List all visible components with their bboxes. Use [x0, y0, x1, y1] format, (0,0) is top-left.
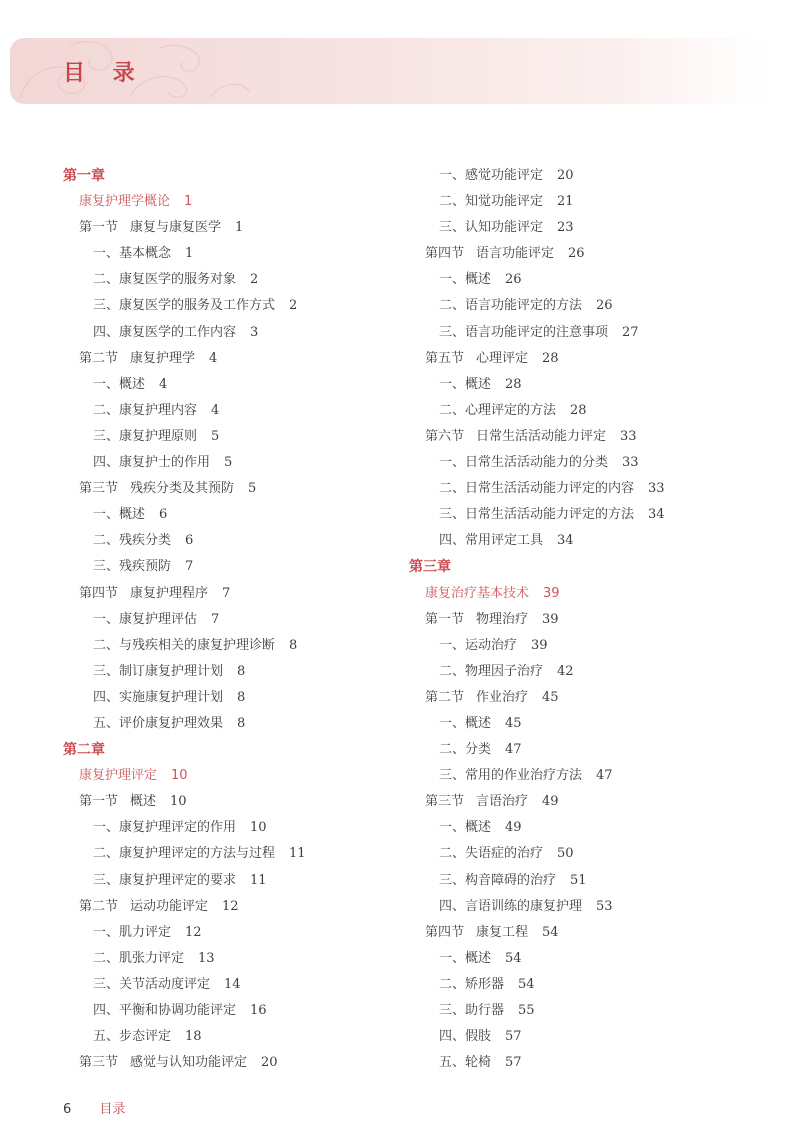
item-title: 一、基本概念 — [93, 246, 172, 262]
toc-section[interactable] — [409, 241, 789, 267]
page-number: 16 — [250, 1003, 267, 1018]
page-number: 27 — [622, 324, 639, 340]
toc-section[interactable] — [409, 920, 789, 946]
item-title: 二、矫形器 — [439, 976, 505, 992]
page-number: 2 — [289, 298, 298, 314]
item-title: 三、残疾预防 — [93, 559, 172, 575]
toc-chapter[interactable] — [409, 554, 789, 580]
page-number: 47 — [596, 768, 613, 784]
page-number: 1 — [185, 246, 194, 262]
page-number: 7 — [185, 559, 194, 575]
page-number: 7 — [222, 585, 231, 601]
page-number: 50 — [557, 846, 574, 862]
page-number: 21 — [557, 194, 574, 210]
toc-item[interactable] — [63, 633, 393, 659]
part-title: 康复护理学概论 — [79, 194, 171, 210]
section-number: 第二节 — [79, 350, 119, 366]
section-title: 作业治疗 — [476, 689, 529, 705]
toc-item[interactable] — [409, 946, 789, 972]
section-title: 言语治疗 — [476, 794, 529, 810]
toc-part[interactable] — [409, 581, 789, 607]
item-title: 三、康复护理评定的要求 — [93, 872, 237, 888]
toc-item[interactable] — [63, 267, 393, 293]
toc-part[interactable] — [63, 763, 393, 789]
page-number: 4 — [209, 350, 218, 366]
page-number: 53 — [596, 898, 613, 914]
page-number: 14 — [224, 976, 241, 992]
page-number: 28 — [505, 376, 522, 392]
section-number: 第二节 — [425, 689, 465, 705]
section-number: 第二节 — [79, 898, 119, 914]
toc-item[interactable] — [63, 320, 393, 346]
toc-left-column — [63, 163, 393, 1076]
page-number: 33 — [622, 455, 639, 471]
toc-item[interactable] — [409, 815, 789, 841]
page-number: 8 — [289, 637, 298, 653]
item-title: 三、语言功能评定的注意事项 — [439, 324, 609, 340]
toc-item[interactable] — [409, 372, 789, 398]
toc-item[interactable] — [409, 267, 789, 293]
section-number: 第五节 — [425, 350, 465, 366]
item-title: 一、感觉功能评定 — [439, 168, 544, 183]
item-title: 三、常用的作业治疗方法 — [439, 768, 583, 784]
item-title: 四、常用评定工具 — [439, 533, 544, 549]
page-number: 34 — [648, 507, 665, 523]
toc-item[interactable] — [409, 502, 789, 528]
item-title: 一、康复护理评定的作用 — [93, 820, 237, 836]
page-number: 26 — [596, 298, 613, 314]
toc-item[interactable] — [409, 320, 789, 346]
section-title: 概述 — [130, 794, 157, 810]
toc-item[interactable] — [63, 293, 393, 319]
toc-section[interactable] — [63, 581, 393, 607]
footer-page-number: 6 — [63, 1102, 72, 1117]
toc-item[interactable] — [409, 972, 789, 998]
page-number: 54 — [518, 976, 535, 992]
toc-section[interactable] — [409, 424, 789, 450]
toc-item[interactable] — [63, 841, 393, 867]
item-title: 二、分类 — [439, 742, 492, 758]
toc-section[interactable] — [63, 476, 393, 502]
page-number: 34 — [557, 533, 574, 549]
page-number: 49 — [505, 820, 522, 836]
page-number: 18 — [185, 1029, 202, 1045]
page-number: 10 — [250, 820, 267, 836]
page-number: 54 — [505, 950, 522, 966]
item-title: 五、轮椅 — [439, 1055, 492, 1071]
toc-item[interactable] — [409, 1050, 789, 1076]
page-number: 57 — [505, 1029, 522, 1045]
toc-item[interactable] — [409, 293, 789, 319]
section-title: 日常生活活动能力评定 — [476, 428, 607, 444]
section-number: 第一节 — [425, 611, 465, 627]
page-number: 23 — [557, 220, 574, 236]
toc-item[interactable] — [409, 894, 789, 920]
toc-item[interactable] — [409, 737, 789, 763]
page-number: 8 — [237, 663, 246, 679]
toc-item[interactable] — [63, 1024, 393, 1050]
toc-item[interactable] — [63, 920, 393, 946]
toc-item[interactable] — [63, 659, 393, 685]
page-number: 12 — [222, 898, 239, 914]
item-title: 一、概述 — [93, 376, 146, 392]
section-title: 康复工程 — [476, 924, 529, 940]
section-title: 物理治疗 — [476, 611, 529, 627]
section-title: 感觉与认知功能评定 — [130, 1055, 248, 1071]
page-number: 39 — [542, 611, 559, 627]
page-number: 1 — [184, 194, 193, 210]
toc-item[interactable] — [409, 163, 789, 189]
page-number: 6 — [185, 533, 194, 549]
section-number: 第三节 — [79, 481, 119, 497]
item-title: 二、康复医学的服务对象 — [93, 272, 237, 288]
section-title: 语言功能评定 — [476, 246, 555, 262]
toc-item[interactable] — [63, 502, 393, 528]
section-number: 第四节 — [79, 585, 119, 601]
item-title: 一、概述 — [439, 715, 492, 731]
page-number: 11 — [250, 872, 267, 888]
part-title: 康复护理评定 — [79, 768, 158, 784]
item-title: 一、日常生活活动能力的分类 — [439, 455, 609, 471]
item-title: 二、心理评定的方法 — [439, 402, 557, 418]
toc-item[interactable] — [63, 398, 393, 424]
footer-label: 目录 — [99, 1102, 126, 1117]
toc-item[interactable] — [63, 424, 393, 450]
section-number: 第三节 — [79, 1055, 119, 1071]
chapter-title: 第二章 — [63, 742, 105, 759]
item-title: 二、肌张力评定 — [93, 950, 185, 966]
toc-item[interactable] — [63, 685, 393, 711]
toc-item[interactable] — [63, 711, 393, 737]
item-title: 一、运动治疗 — [439, 637, 518, 653]
item-title: 二、康复护理评定的方法与过程 — [93, 846, 276, 862]
item-title: 二、物理因子治疗 — [439, 663, 544, 679]
toc-item[interactable] — [409, 763, 789, 789]
page-number: 26 — [568, 246, 585, 262]
page-number: 4 — [211, 402, 220, 418]
section-title: 运动功能评定 — [130, 898, 209, 914]
item-title: 三、日常生活活动能力评定的方法 — [439, 507, 635, 523]
page-number: 57 — [505, 1055, 522, 1071]
toc-item[interactable] — [409, 711, 789, 737]
section-number: 第三节 — [425, 794, 465, 810]
item-title: 一、概述 — [439, 376, 492, 392]
toc-section[interactable] — [409, 685, 789, 711]
page-number: 55 — [518, 1003, 535, 1018]
page-number: 28 — [570, 402, 587, 418]
item-title: 四、康复医学的工作内容 — [93, 324, 237, 340]
item-title: 二、与残疾相关的康复护理诊断 — [93, 637, 276, 653]
item-title: 一、概述 — [93, 507, 146, 523]
page-number: 33 — [648, 481, 665, 497]
toc-section[interactable] — [409, 346, 789, 372]
item-title: 四、假肢 — [439, 1029, 492, 1045]
toc-item[interactable] — [409, 868, 789, 894]
item-title: 三、康复护理原则 — [93, 428, 198, 444]
item-title: 四、言语训练的康复护理 — [439, 898, 583, 914]
section-title: 残疾分类及其预防 — [130, 481, 235, 497]
section-number: 第六节 — [425, 428, 465, 444]
page-number: 7 — [211, 611, 220, 627]
toc-item[interactable] — [409, 998, 789, 1024]
toc-item[interactable] — [63, 946, 393, 972]
section-number: 第一节 — [79, 794, 119, 810]
item-title: 五、步态评定 — [93, 1029, 172, 1045]
section-title: 康复与康复医学 — [130, 220, 222, 236]
item-title: 三、关节活动度评定 — [93, 976, 211, 992]
page-number: 3 — [250, 324, 259, 340]
toc-section[interactable] — [63, 1050, 393, 1076]
item-title: 四、平衡和协调功能评定 — [93, 1003, 237, 1018]
page-number: 5 — [211, 428, 220, 444]
toc-chapter[interactable] — [63, 737, 393, 763]
page-title: 目 录 — [63, 61, 145, 86]
toc-item[interactable] — [409, 215, 789, 241]
page-number: 8 — [237, 689, 246, 705]
page-number: 8 — [237, 715, 246, 731]
toc-item[interactable] — [409, 1024, 789, 1050]
toc-item[interactable] — [63, 998, 393, 1024]
page-number: 10 — [170, 794, 187, 810]
item-title: 二、康复护理内容 — [93, 402, 198, 418]
toc-section[interactable] — [409, 607, 789, 633]
item-title: 一、概述 — [439, 820, 492, 836]
page-number: 39 — [531, 637, 548, 653]
page-number: 12 — [185, 924, 202, 940]
toc-item[interactable] — [63, 815, 393, 841]
item-title: 四、实施康复护理计划 — [93, 689, 224, 705]
section-title: 康复护理学 — [130, 350, 196, 366]
toc-item[interactable] — [63, 607, 393, 633]
item-title: 四、康复护士的作用 — [93, 455, 211, 471]
toc-item[interactable] — [63, 241, 393, 267]
chapter-title: 第三章 — [409, 559, 451, 576]
page-number: 2 — [250, 272, 259, 288]
toc-item[interactable] — [63, 868, 393, 894]
item-title: 一、概述 — [439, 272, 492, 288]
item-title: 一、概述 — [439, 950, 492, 966]
item-title: 二、失语症的治疗 — [439, 846, 544, 862]
toc-item[interactable] — [409, 659, 789, 685]
page-number: 1 — [235, 220, 244, 236]
toc-item[interactable] — [409, 450, 789, 476]
toc-item[interactable] — [409, 398, 789, 424]
page-number: 45 — [505, 715, 522, 731]
toc-part[interactable] — [63, 189, 393, 215]
page-number: 54 — [542, 924, 559, 940]
page-number: 51 — [570, 872, 587, 888]
item-title: 三、认知功能评定 — [439, 220, 544, 236]
toc-item[interactable] — [409, 633, 789, 659]
page-number: 33 — [620, 428, 637, 444]
item-title: 五、评价康复护理效果 — [93, 715, 224, 731]
item-title: 二、日常生活活动能力评定的内容 — [439, 481, 635, 497]
page-number: 4 — [159, 376, 168, 392]
toc-item[interactable] — [409, 189, 789, 215]
item-title: 三、构音障碍的治疗 — [439, 872, 557, 888]
page-number: 42 — [557, 663, 574, 679]
page-number: 45 — [542, 689, 559, 705]
page-number: 6 — [159, 507, 168, 523]
page-number: 20 — [261, 1055, 278, 1071]
toc-item[interactable] — [63, 528, 393, 554]
item-title: 二、知觉功能评定 — [439, 194, 544, 210]
toc-item[interactable] — [63, 972, 393, 998]
toc-chapter[interactable] — [63, 163, 393, 189]
toc-section[interactable] — [63, 346, 393, 372]
toc-item[interactable] — [63, 450, 393, 476]
section-number: 第一节 — [79, 220, 119, 236]
section-title: 心理评定 — [476, 350, 529, 366]
item-title: 一、康复护理评估 — [93, 611, 198, 627]
chapter-title: 第一章 — [63, 168, 105, 184]
item-title: 一、肌力评定 — [93, 924, 172, 940]
item-title: 三、制订康复护理计划 — [93, 663, 224, 679]
section-number: 第四节 — [425, 924, 465, 940]
toc-section[interactable] — [409, 789, 789, 815]
page-number: 5 — [248, 481, 257, 497]
toc-right-column — [409, 163, 789, 1076]
page-number: 47 — [505, 742, 522, 758]
toc-item[interactable] — [409, 528, 789, 554]
toc-item[interactable] — [409, 476, 789, 502]
page-number: 5 — [224, 455, 233, 471]
section-number: 第四节 — [425, 246, 465, 262]
section-title: 康复护理程序 — [130, 585, 209, 601]
item-title: 三、助行器 — [439, 1003, 505, 1018]
toc-item[interactable] — [63, 554, 393, 580]
item-title: 二、残疾分类 — [93, 533, 172, 549]
item-title: 三、康复医学的服务及工作方式 — [93, 298, 276, 314]
toc-section[interactable] — [63, 894, 393, 920]
page-footer — [63, 1098, 125, 1117]
page-number: 20 — [557, 168, 574, 183]
page-number: 10 — [171, 768, 188, 784]
toc-item[interactable] — [63, 372, 393, 398]
page-number: 49 — [542, 794, 559, 810]
page-number: 13 — [198, 950, 215, 966]
toc-section[interactable] — [63, 789, 393, 815]
toc-section[interactable] — [63, 215, 393, 241]
page-number: 26 — [505, 272, 522, 288]
page-number: 11 — [289, 846, 306, 862]
item-title: 二、语言功能评定的方法 — [439, 298, 583, 314]
part-title: 康复治疗基本技术 — [425, 585, 530, 601]
page-number: 28 — [542, 350, 559, 366]
page-number: 39 — [543, 585, 560, 601]
toc-item[interactable] — [409, 841, 789, 867]
